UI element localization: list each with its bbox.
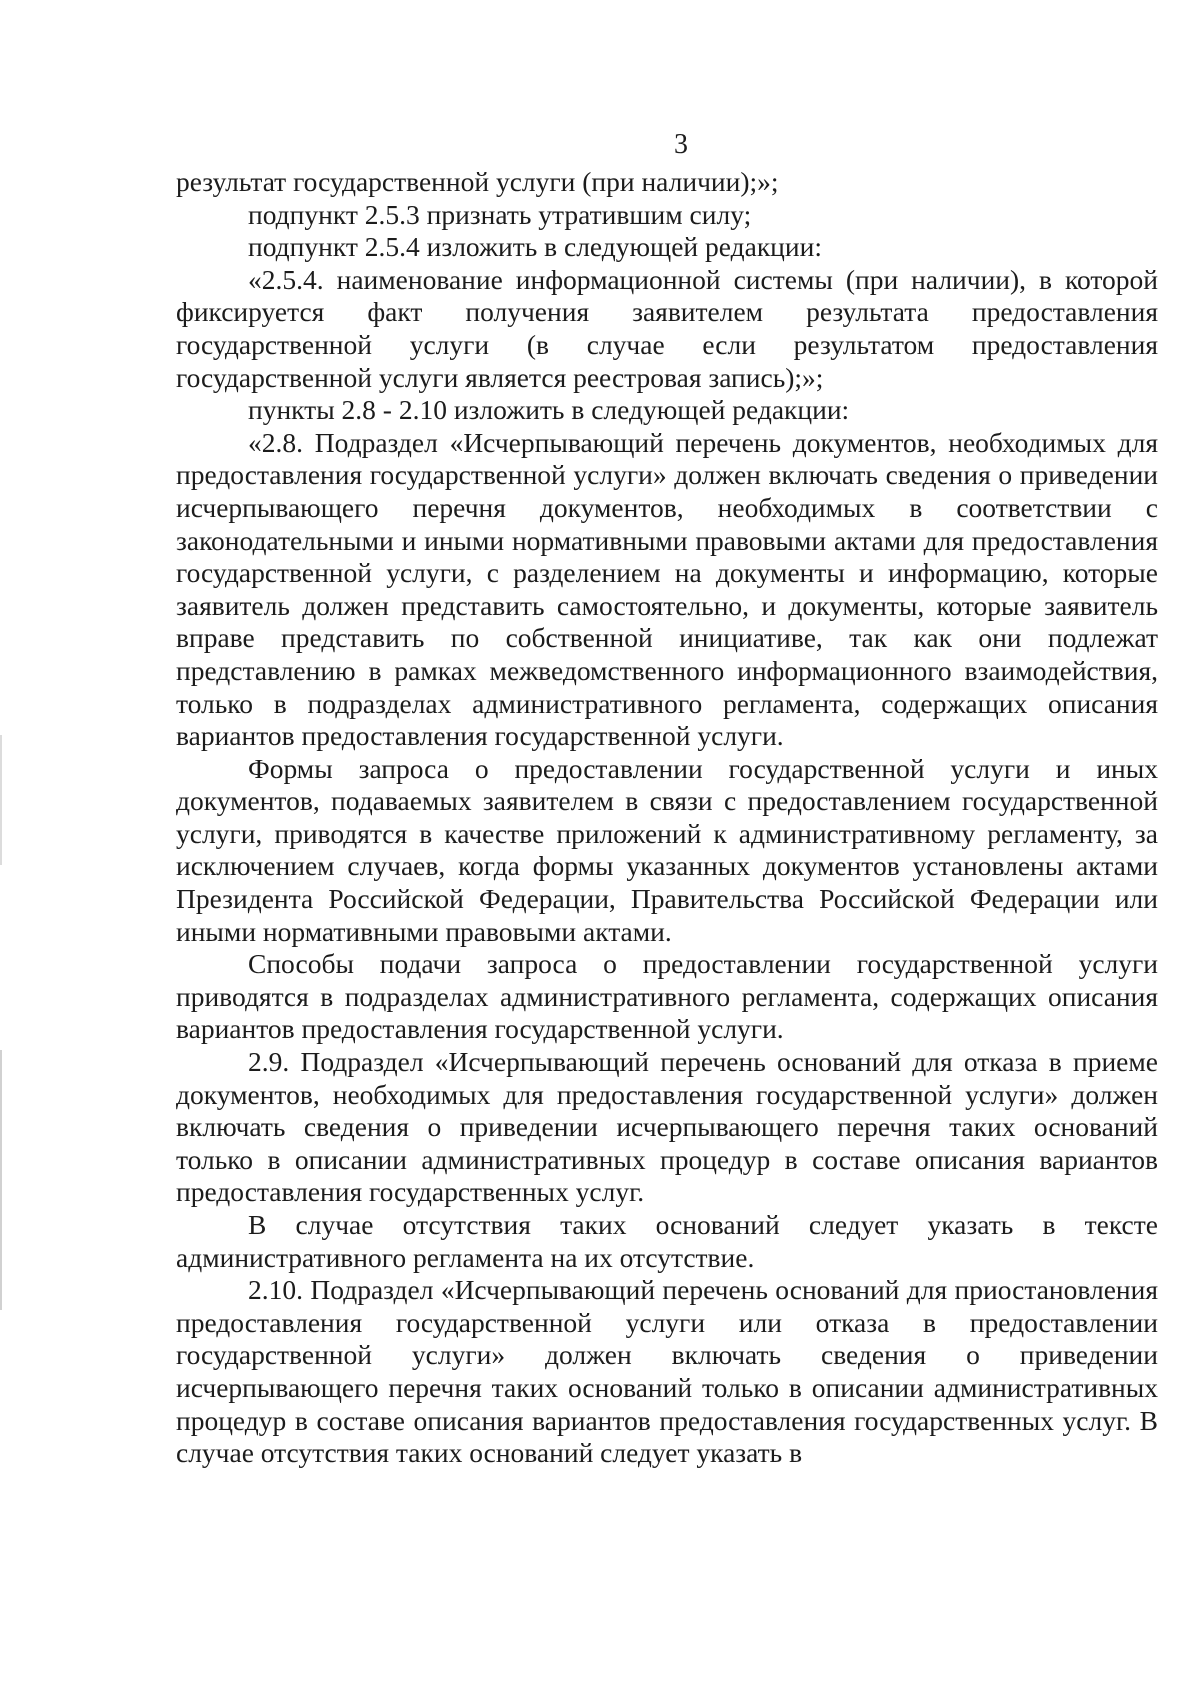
paragraph: Способы подачи запроса о предоставлении государственной услуги приводятся в подразделах административного регламента, содержащих описания вариантов предоставления государственной услуги. xyxy=(176,948,1158,1045)
paragraph: «2.5.4. наименование информационной системы (при наличии), в которой фиксируется факт получения заявителем результата предоставления государственной услуги (в случае если результатом предоставления государственной услуги является реестровая запись);»; xyxy=(176,263,1158,393)
paragraph: пункты 2.8 - 2.10 изложить в следующей редакции: xyxy=(248,394,850,426)
document-body xyxy=(176,166,1158,1470)
paragraph: «2.8. Подраздел «Исчерпывающий перечень документов, необходимых для предоставления государственной услуги» должен включать сведения о приведении исчерпывающего перечня документов, необходимых в соответствии с законодательными и иными нормативными правовыми актами для предоставления государственной услуги, с разделением на документы и информацию, которые заявитель должен представить самостоятельно, и документы, которые заявитель вправе представить по собственной инициативе, так как они подлежат представлению в рамках межведомственного информационного взаимодействия, только в подразделах административного регламента, содержащих описания вариантов предоставления государственной услуги. xyxy=(176,426,1158,752)
page-number: 3 xyxy=(674,129,688,160)
paragraph: 2.10. Подраздел «Исчерпывающий перечень оснований для приостановления предоставления государственной услуги или отказа в предоставлении государственной услуги» должен включать сведения о приведении исчерпывающего перечня таких оснований только в описании административных процедур в составе описания вариантов предоставления государственных услуг. В случае отсутствия таких оснований следует указать в xyxy=(176,1274,1158,1469)
scan-artifact xyxy=(0,735,2,865)
paragraph: подпункт 2.5.4 изложить в следующей редакции: xyxy=(248,231,822,263)
paragraph: Формы запроса о предоставлении государственной услуги и иных документов, подаваемых заявителем в связи с предоставлением государственной услуги, приводятся в качестве приложений к административному регламенту, за исключением случаев, когда формы указанных документов установлены актами Президента Российской Федерации, Правительства Российской Федерации или иными нормативными правовыми актами. xyxy=(176,752,1158,947)
scan-artifact xyxy=(0,1050,2,1310)
paragraph: В случае отсутствия таких оснований следует указать в тексте административного регламента на их отсутствие. xyxy=(176,1209,1158,1273)
paragraph: результат государственной услуги (при наличии);»; xyxy=(176,166,779,197)
paragraph: 2.9. Подраздел «Исчерпывающий перечень оснований для отказа в приеме документов, необходимых для предоставления государственной услуги» должен включать сведения о приведении исчерпывающего перечня таких оснований только в описании административных процедур в составе описания вариантов предоставления государственных услуг. xyxy=(176,1046,1158,1208)
paragraph: подпункт 2.5.3 признать утратившим силу; xyxy=(248,198,752,230)
